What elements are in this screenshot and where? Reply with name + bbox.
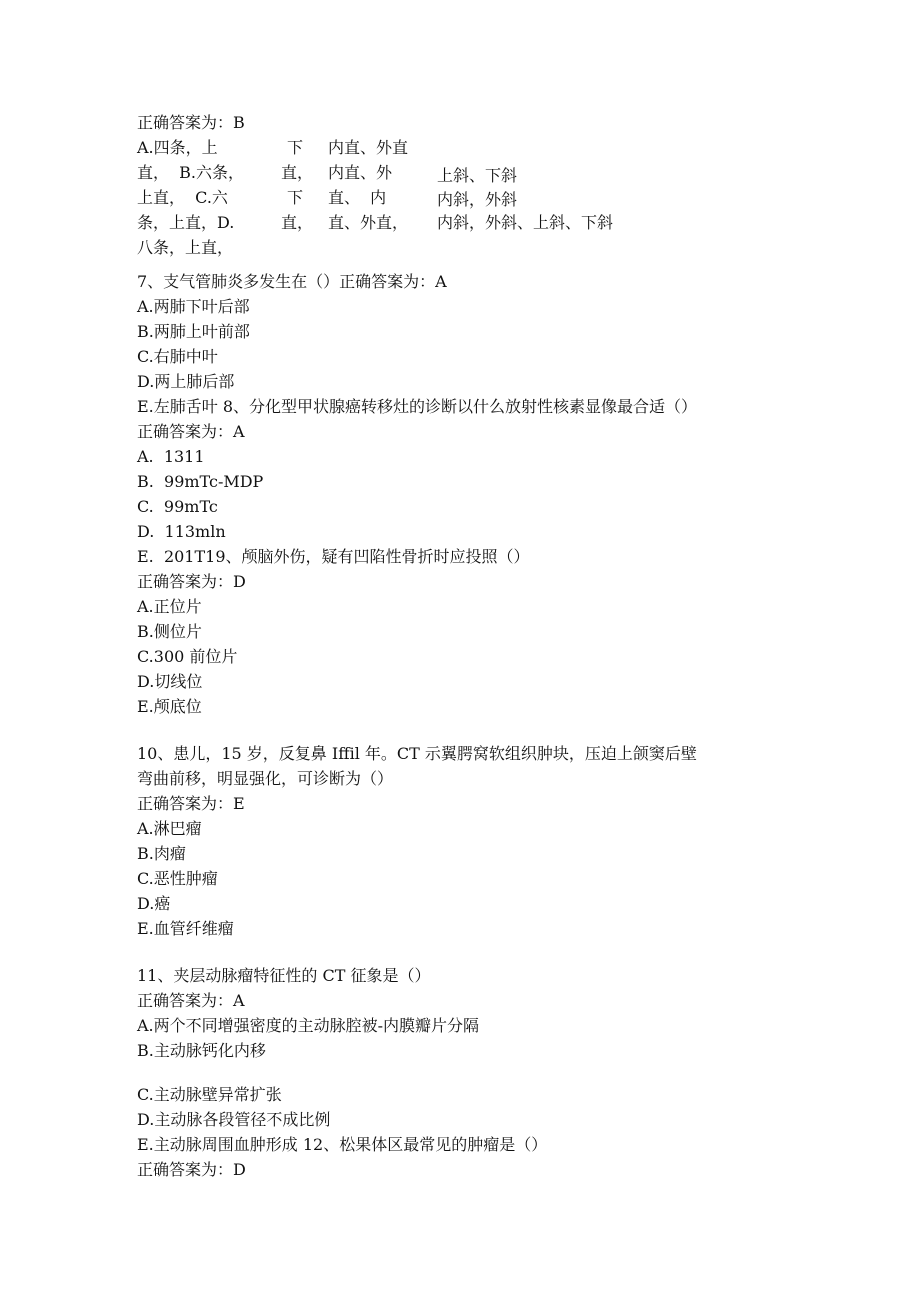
option-line: B. 99mTc-MDP: [137, 472, 264, 491]
option-line: A.正位片: [137, 597, 202, 616]
table-cell: 直、 内: [328, 188, 387, 207]
table-cell: 内直、外直: [328, 138, 409, 157]
table-cell: A.四条，上: [137, 138, 218, 157]
option-line: B.两肺上叶前部: [137, 322, 250, 341]
option-line: C.右肺中叶: [137, 347, 218, 366]
option-line: B.主动脉钙化内移: [137, 1041, 266, 1060]
table-cell: 上斜、下斜: [437, 166, 518, 185]
answer-line: 正确答案为：A: [137, 422, 245, 441]
option-line: A.两个不同增强密度的主动脉腔被-内膜瓣片分隔: [137, 1016, 480, 1035]
table-cell: 下: [287, 188, 304, 207]
option-line: D.癌: [137, 894, 171, 913]
table-cell: 内斜，外斜、上斜、下斜: [437, 213, 614, 232]
option-line: B.肉瘤: [137, 844, 186, 863]
question-stem: 7、支气管肺炎多发生在（）正确答案为：A: [137, 272, 447, 291]
question-stem: 10、患儿，15 岁，反复鼻 Iffil 年。CT 示翼腭窝软组织肿块，压迫上颌窦后壁: [137, 744, 697, 763]
table-cell: 直、外直，: [328, 213, 409, 232]
answer-line: 正确答案为：E: [137, 794, 245, 813]
table-cell: 直， B.六条，: [137, 163, 245, 182]
option-line: D.切线位: [137, 672, 203, 691]
table-cell: 条，上直，D.: [137, 213, 235, 232]
option-line: C.300 前位片: [137, 647, 238, 666]
table-cell: 上直， C.六: [137, 188, 228, 207]
option-line: C.主动脉壁异常扩张: [137, 1085, 282, 1104]
option-line: D.主动脉各段管径不成比例: [137, 1110, 331, 1129]
option-line: E.主动脉周围血肿形成 12、松果体区最常见的肿瘤是（）: [137, 1135, 548, 1154]
option-line: D.两上肺后部: [137, 372, 235, 391]
question-stem: 11、夹层动脉瘤特征性的 CT 征象是（）: [137, 966, 431, 985]
option-line: A.两肺下叶后部: [137, 297, 250, 316]
table-cell: 内直、外: [328, 163, 393, 182]
answer-line: 正确答案为：D: [137, 1160, 246, 1179]
table-cell: 直，: [281, 213, 314, 232]
question-stem: 弯曲前移，明显强化，可诊断为（）: [137, 769, 394, 788]
option-line: E.左肺舌叶 8、分化型甲状腺癌转移灶的诊断以什么放射性核素显像最合适（）: [137, 397, 698, 416]
option-line: C. 99mTc: [137, 497, 218, 516]
option-line: E.血管纤维瘤: [137, 919, 234, 938]
option-line: D. 113mln: [137, 522, 226, 541]
answer-line: 正确答案为：A: [137, 991, 245, 1010]
table-cell: 下: [287, 138, 304, 157]
answer-line: 正确答案为：D: [137, 572, 246, 591]
option-line: B.侧位片: [137, 622, 202, 641]
table-cell: 直，: [281, 163, 314, 182]
option-line: E. 201T19、颅脑外伤，疑有凹陷性骨折时应投照（）: [137, 547, 530, 566]
option-line: A.淋巴瘤: [137, 819, 202, 838]
option-line: C.恶性肿瘤: [137, 869, 218, 888]
table-cell: 八条，上直，: [137, 238, 234, 257]
option-line: E.颅底位: [137, 697, 202, 716]
option-line: A. 1311: [137, 447, 205, 466]
table-cell: 内斜，外斜: [437, 190, 518, 209]
answer-line: 正确答案为：B: [137, 113, 245, 132]
